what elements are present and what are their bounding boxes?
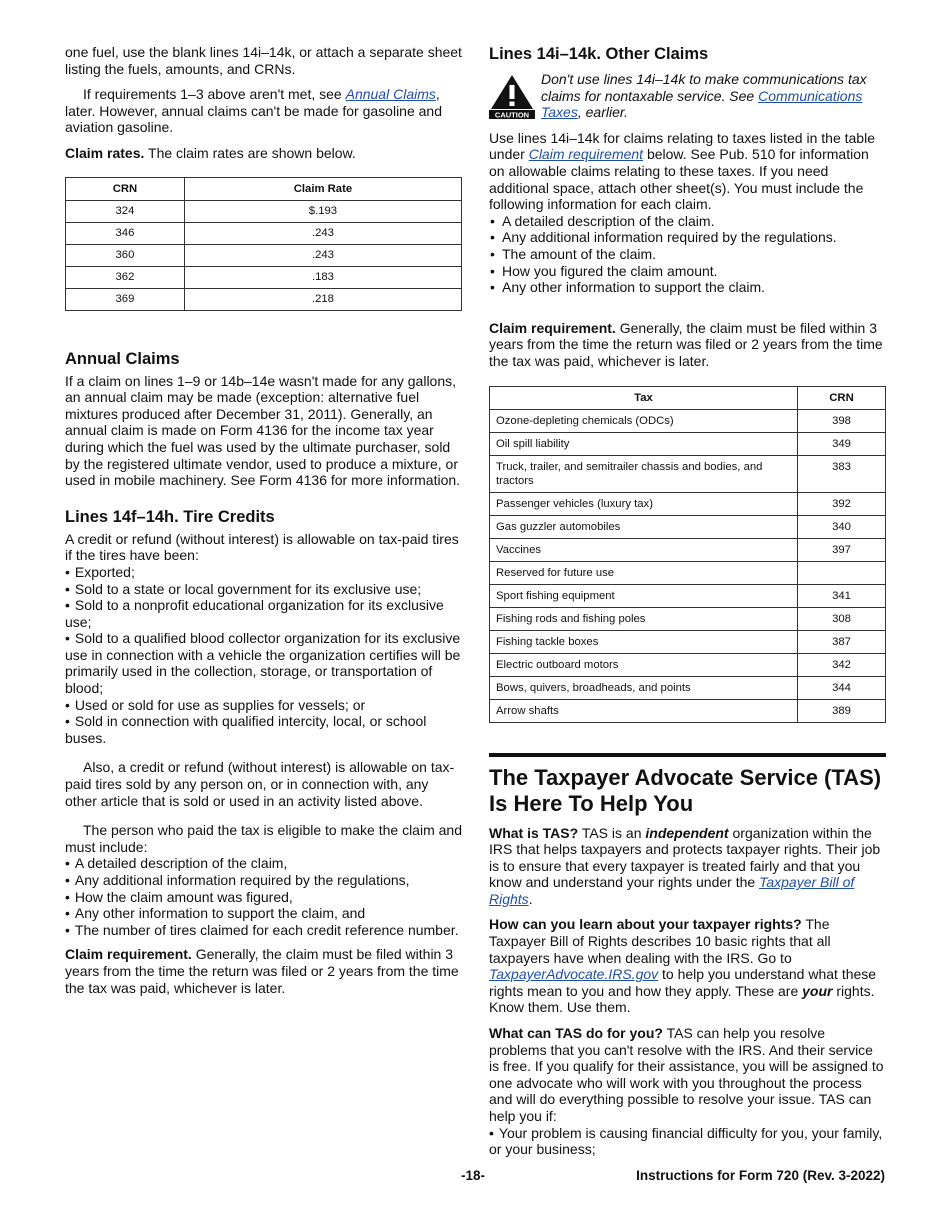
table-cell: Fishing tackle boxes [490, 630, 798, 653]
table-cell: 387 [798, 630, 886, 653]
table-row [490, 607, 886, 630]
list-item: • Any additional information required by the regulations, [65, 872, 462, 889]
table-row [66, 266, 462, 288]
list-item: • Sold to a qualified blood collector organization for its exclusive use in connection with a vehicle the organization certifies will be primarily used in the collection, storage, or transportation of blood; [65, 630, 462, 696]
list-item: • Your problem is causing financial difficulty for you, your family, or your business; [489, 1125, 886, 1158]
table-cell: 389 [798, 699, 886, 722]
table-row [490, 455, 886, 492]
requirements-paragraph [65, 86, 462, 136]
table-cell: 392 [798, 492, 886, 515]
claim-rates-paragraph [65, 145, 462, 162]
what-is-tas-text: TAS is an [578, 824, 646, 841]
caution-label: CAUTION [494, 110, 530, 119]
tire-credits-heading: Lines 14f–14h. Tire Credits [65, 507, 275, 526]
form-title: Instructions for Form 720 (Rev. 3-2022) [636, 1168, 885, 1183]
left-column [65, 44, 462, 996]
claim-rates-text: The claim rates are shown below. [144, 144, 356, 161]
table-cell: 346 [66, 222, 185, 244]
table-cell: 369 [66, 288, 185, 310]
table-cell: Gas guzzler automobiles [490, 515, 798, 538]
table-row [490, 699, 886, 722]
caution-text-end: , earlier. [577, 104, 628, 121]
table-cell: .218 [184, 288, 461, 310]
table-row [490, 538, 886, 561]
table-cell: Passenger vehicles (luxury tax) [490, 492, 798, 515]
list-item: • Any other information to support the claim, and [65, 905, 462, 922]
taxpayer-bill-of-rights-link[interactable]: Taxpayer Bill of Rights [489, 874, 855, 907]
also-paragraph: Also, a credit or refund (without interest) is allowable on tax-paid tires sold by any person on, or in connection with, any other article that is sold or used in an activity listed above. [65, 759, 455, 809]
annual-claims-paragraph: If a claim on lines 1–9 or 14b–14e wasn't made for any gallons, an annual claim may be made (exception: alternative fuel mixtures produced after December 31, 2011). Generally, an annual claim is made on Form 4136 for the income tax year during which the fuel was used by the ultimate purchaser, sold by the registered ultimate vendor, used to produce a mixture, or used in mobile machinery. See Form 4136 for more information. [65, 372, 461, 489]
claim-requirement-paragraph [489, 320, 886, 370]
table-cell: .243 [184, 222, 461, 244]
table-cell: 342 [798, 653, 886, 676]
table-row [490, 630, 886, 653]
table-cell: .243 [184, 244, 461, 266]
intro-paragraph: one fuel, use the blank lines 14i–14k, or attach a separate sheet listing the fuels, amounts, and CRNs. [65, 44, 462, 77]
table-cell: 383 [798, 455, 886, 492]
claim-requirement-text: Generally, the claim must be filed within 3 years from the time the return was filed or 2 years from the time the tax was paid, whichever is later. [65, 946, 459, 996]
claim-requirement-text: Generally, the claim must be filed within 3 years from the time the return was filed or 2 years from the time the tax was paid, whichever is later. [489, 319, 883, 369]
table-cell: Sport fishing equipment [490, 584, 798, 607]
your-emphasis: your [802, 982, 833, 999]
table-row [66, 288, 462, 310]
table-row [490, 653, 886, 676]
what-is-tas-label: What is TAS? [489, 824, 579, 841]
use-lines-text: Use lines 14i–14k for claims relating to taxes listed in the table under [489, 129, 875, 163]
table-cell: 344 [798, 676, 886, 699]
table-cell: Vaccines [490, 538, 798, 561]
table-row [490, 492, 886, 515]
right-column [489, 44, 886, 1158]
table-cell: Ozone-depleting chemicals (ODCs) [490, 409, 798, 432]
claim-rates-table [65, 177, 462, 311]
annual-claims-link[interactable]: Annual Claims [345, 86, 436, 103]
annual-claims-heading: Annual Claims [65, 349, 180, 368]
caution-text-start: Don't use lines 14i–14k to make communications tax claims for nontaxable service. See [541, 71, 867, 104]
table-cell: 398 [798, 409, 886, 432]
learn-rights-text: The Taxpayer Bill of Rights describes 10 basic rights that all taxpayers have when dealing with the IRS. Go to [489, 916, 831, 966]
communications-taxes-link[interactable]: Communications Taxes [541, 87, 863, 121]
list-item: • A detailed description of the claim. [489, 213, 886, 230]
table-cell: 340 [798, 515, 886, 538]
list-item: • How the claim amount was figured, [65, 889, 462, 906]
table-cell: Oil spill liability [490, 432, 798, 455]
table-cell [798, 561, 886, 584]
what-is-tas-paragraph [489, 825, 886, 908]
table-cell: Reserved for future use [490, 561, 798, 584]
table-cell: Arrow shafts [490, 699, 798, 722]
other-claims-heading: Lines 14i–14k. Other Claims [489, 45, 709, 63]
table-cell: 360 [66, 244, 185, 266]
use-lines-paragraph [489, 130, 886, 213]
column-header: Claim Rate [184, 177, 461, 200]
table-cell: Bows, quivers, broadheads, and points [490, 676, 798, 699]
tire-credits-list [65, 564, 462, 747]
caution-icon [489, 73, 535, 119]
what-can-tas-do-paragraph [489, 1025, 886, 1125]
list-item: • Exported; [65, 564, 462, 581]
caution-text [541, 71, 886, 121]
table-row [490, 676, 886, 699]
caution-box [489, 71, 886, 121]
requirements-text-end: , later. However, annual claims can't be made for gasoline and aviation gasoline. [65, 86, 443, 136]
table-cell: 308 [798, 607, 886, 630]
learn-rights-text-mid: to help you understand what these rights mean to you and how they apply. These are [489, 966, 877, 999]
list-item: • Sold to a nonprofit educational organization for its exclusive use; [65, 597, 462, 630]
tire-credits-intro: A credit or refund (without interest) is allowable on tax-paid tires if the tires have been: [65, 530, 459, 564]
table-cell: Fishing rods and fishing poles [490, 607, 798, 630]
table-row [66, 244, 462, 266]
list-item: • A detailed description of the claim, [65, 855, 462, 872]
requirements-text: If requirements 1–3 above aren't met, see [83, 86, 346, 103]
table-cell: 397 [798, 538, 886, 561]
taxpayer-advocate-link[interactable]: TaxpayerAdvocate.IRS.gov [489, 966, 659, 983]
what-is-tas-text-mid: organization within the IRS that helps taxpayers and protects taxpayer rights. Their job is to ensure that every taxpayer is treated fairly and that you know and understand your rights under the [489, 824, 881, 891]
table-row [490, 561, 886, 584]
page-number: -18- [461, 1168, 486, 1183]
person-list [65, 855, 462, 938]
claim-requirement-label: Claim requirement. [489, 319, 616, 336]
table-cell: $.193 [184, 200, 461, 222]
list-item: • Any other information to support the claim. [489, 279, 886, 296]
list-item: • The amount of the claim. [489, 246, 886, 263]
tas-heading: The Taxpayer Advocate Service (TAS) Is Here To Help You [489, 764, 882, 816]
table-header-row [66, 177, 462, 200]
table-cell: 324 [66, 200, 185, 222]
column-header: CRN [66, 177, 185, 200]
list-item: • Used or sold for use as supplies for vessels; or [65, 697, 462, 714]
claim-requirement-link[interactable]: Claim requirement [528, 146, 644, 163]
list-item: • Sold in connection with qualified intercity, local, or school buses. [65, 713, 462, 746]
what-is-tas-text-end: . [528, 890, 533, 907]
column-header: CRN [798, 386, 886, 409]
independent-emphasis: independent [645, 824, 729, 841]
use-lines-text-end: below. See Pub. 510 for information on allowable claims relating to these taxes. If you need additional space, attach other sheet(s). You must include the following information for each claim. [489, 146, 869, 213]
learn-rights-label: How can you learn about your taxpayer rights? [489, 916, 802, 933]
tas-help-list [489, 1125, 886, 1158]
learn-rights-paragraph [489, 916, 886, 1016]
table-row [490, 409, 886, 432]
table-cell: 349 [798, 432, 886, 455]
tax-crn-table [489, 386, 886, 723]
table-cell: 341 [798, 584, 886, 607]
table-row [66, 222, 462, 244]
list-item: • The number of tires claimed for each credit reference number. [65, 922, 462, 939]
list-item: • How you figured the claim amount. [489, 263, 886, 280]
table-row [66, 200, 462, 222]
column-header: Tax [490, 386, 798, 409]
learn-rights-text-end: rights. Know them. Use them. [489, 982, 875, 1016]
claim-requirement-label: Claim requirement. [65, 946, 192, 963]
table-header-row [490, 386, 886, 409]
other-claims-list [489, 213, 886, 296]
list-item: • Any additional information required by the regulations. [489, 229, 886, 246]
table-row [490, 515, 886, 538]
table-cell: 362 [66, 266, 185, 288]
table-row [490, 584, 886, 607]
table-row [490, 432, 886, 455]
what-can-tas-do-text: TAS can help you resolve problems that you can't resolve with the IRS. And their service is free. If you qualify for their assistance, you will be assigned to one advocate who will work with you throughout the process and will do everything possible to resolve your issue. TAS can help you if: [489, 1025, 884, 1124]
claim-rates-label: Claim rates. [65, 144, 145, 161]
table-cell: .183 [184, 266, 461, 288]
person-paragraph: The person who paid the tax is eligible to make the claim and must include: [65, 822, 462, 855]
section-divider [489, 753, 886, 757]
table-cell: Electric outboard motors [490, 653, 798, 676]
table-cell: Truck, trailer, and semitrailer chassis and bodies, and tractors [490, 455, 798, 492]
what-can-tas-do-label: What can TAS do for you? [489, 1025, 663, 1042]
list-item: • Sold to a state or local government for its exclusive use; [65, 581, 462, 598]
claim-requirement-paragraph [65, 946, 462, 996]
